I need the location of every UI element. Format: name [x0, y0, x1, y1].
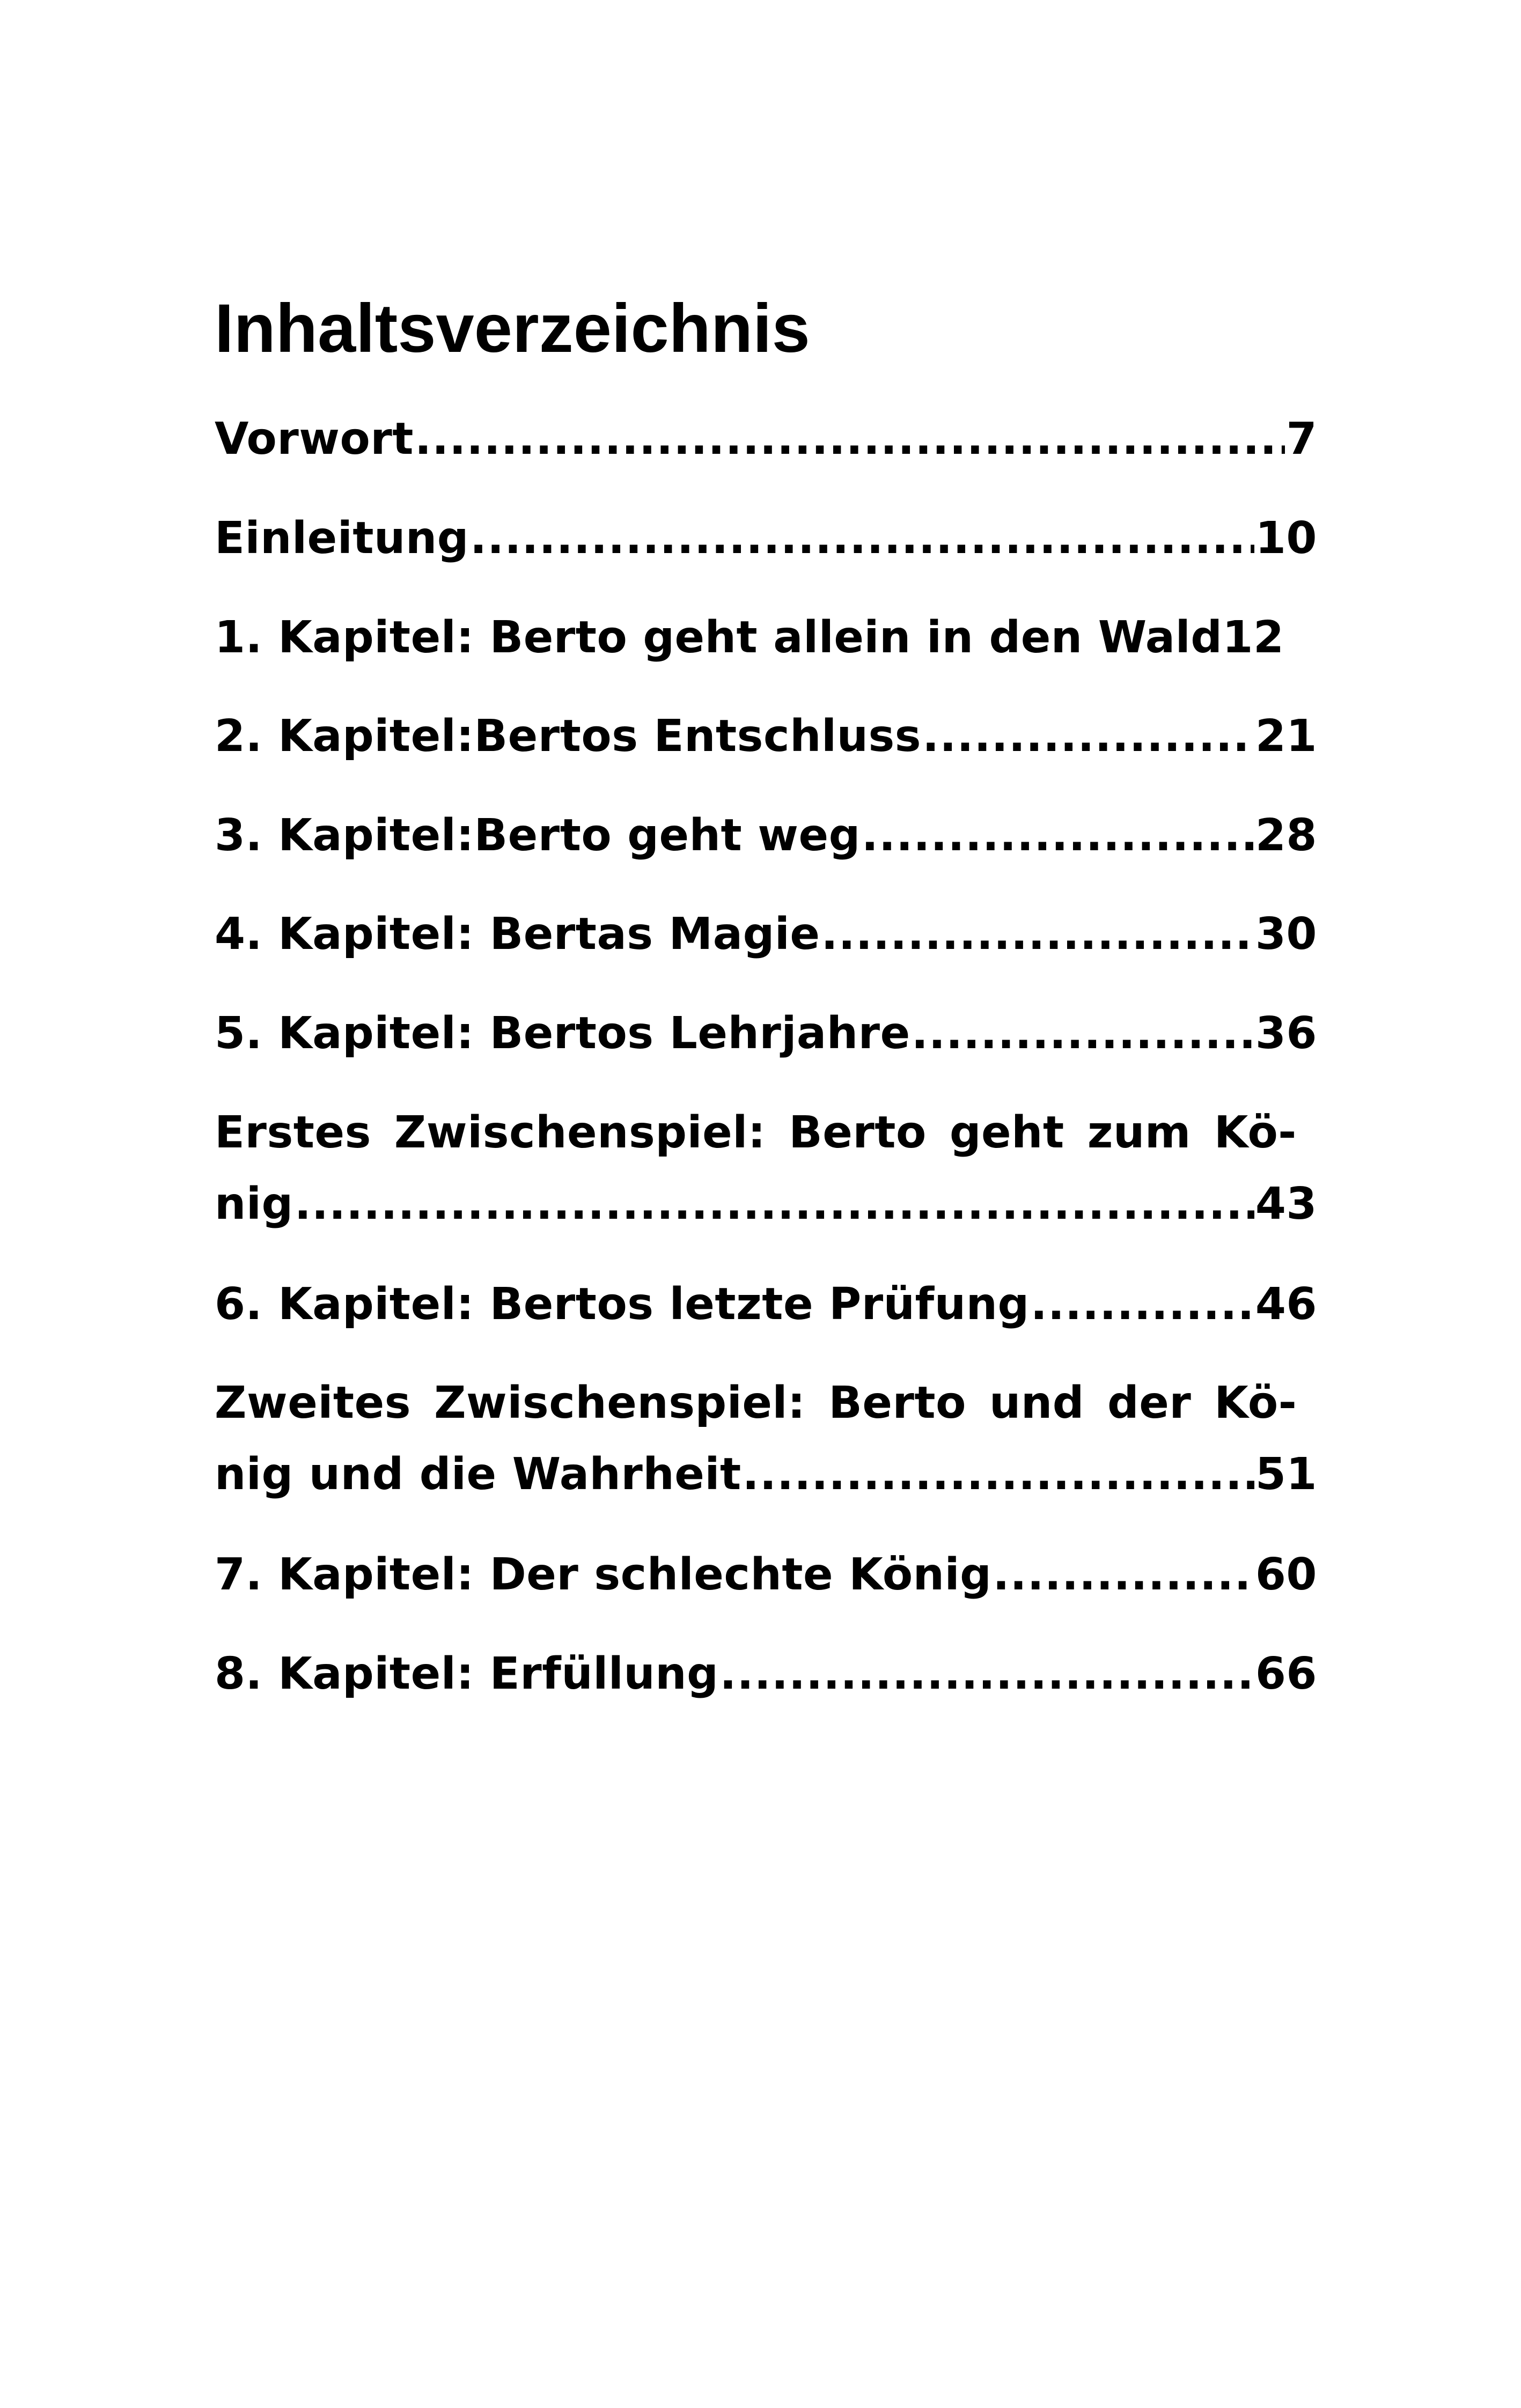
toc-entry-label-continuation: nig und die Wahrheit [215, 1449, 741, 1500]
toc-leader-dots [719, 1638, 1254, 1710]
toc-page-number: 46 [1255, 1279, 1317, 1330]
toc-leader-dots [993, 1539, 1254, 1610]
toc-leader-dots [295, 1168, 1254, 1240]
toc-page-number: 30 [1255, 909, 1317, 960]
toc-entry-kapitel-8[interactable] [215, 1638, 1317, 1710]
toc-entry-label: 2. Kapitel:Bertos Entschluss [215, 711, 922, 762]
toc-leader-dots [912, 998, 1254, 1069]
toc-page-number: 66 [1255, 1648, 1317, 1699]
toc-entry-label: 4. Kapitel: Bertas Magie [215, 909, 820, 960]
toc-entry-erstes-zwischenspiel[interactable] [215, 1097, 1317, 1240]
toc-entry-kapitel-5[interactable] [215, 998, 1317, 1069]
toc-entry-label: Vorwort [215, 414, 414, 465]
toc-leader-dots [743, 1439, 1254, 1510]
toc-leader-dots [922, 701, 1254, 772]
toc-page-number: 12 [1222, 612, 1284, 663]
toc-entry-kapitel-1[interactable] [215, 602, 1331, 673]
toc-page-number: 28 [1255, 810, 1317, 861]
toc-entry-label: 8. Kapitel: Erfüllung [215, 1648, 719, 1699]
toc-entry-label: 7. Kapitel: Der schlechte König [215, 1549, 992, 1600]
toc-page-number: 36 [1255, 1008, 1317, 1059]
toc-entry-label: 3. Kapitel:Berto geht weg [215, 810, 861, 861]
toc-entry-label: Erstes Zwischenspiel: Berto geht zum Kö- [215, 1107, 1297, 1158]
toc-leader-dots [862, 800, 1254, 871]
toc-entry-kapitel-6[interactable] [215, 1269, 1317, 1340]
toc-leader-dots [821, 899, 1254, 970]
toc-entry-einleitung[interactable] [215, 503, 1317, 574]
toc-entry-label: 1. Kapitel: Berto geht allein in den Wald [215, 612, 1223, 663]
toc-leader-dots [415, 403, 1285, 475]
toc-page-number: 21 [1255, 711, 1317, 762]
toc-entry-zweites-zwischenspiel[interactable] [215, 1367, 1317, 1510]
toc-entry-kapitel-2[interactable] [215, 701, 1317, 772]
toc-page-number: 43 [1255, 1179, 1317, 1229]
toc-entry-label: Zweites Zwischenspiel: Berto und der Kö- [215, 1378, 1297, 1428]
toc-entry-label: Einleitung [215, 513, 469, 564]
toc-leader-dots [1031, 1269, 1254, 1340]
toc-entry-vorwort[interactable] [215, 403, 1317, 475]
toc-page-number: 7 [1286, 414, 1317, 465]
toc-entry-label: 5. Kapitel: Bertos Lehrjahre [215, 1008, 910, 1059]
toc-entry-label-continuation: nig [215, 1179, 293, 1229]
toc-page-number: 10 [1255, 513, 1317, 564]
toc-leader-dots [470, 503, 1254, 574]
toc-page-number: 60 [1255, 1549, 1317, 1600]
toc-entry-kapitel-4[interactable] [215, 899, 1317, 970]
toc-entry-label: 6. Kapitel: Bertos letzte Prüfung [215, 1279, 1030, 1330]
toc-entry-kapitel-7[interactable] [215, 1539, 1317, 1610]
page-title: Inhaltsverzeichnis [215, 290, 810, 367]
toc-entry-kapitel-3[interactable] [215, 800, 1317, 871]
toc-page-number: 51 [1255, 1449, 1317, 1500]
